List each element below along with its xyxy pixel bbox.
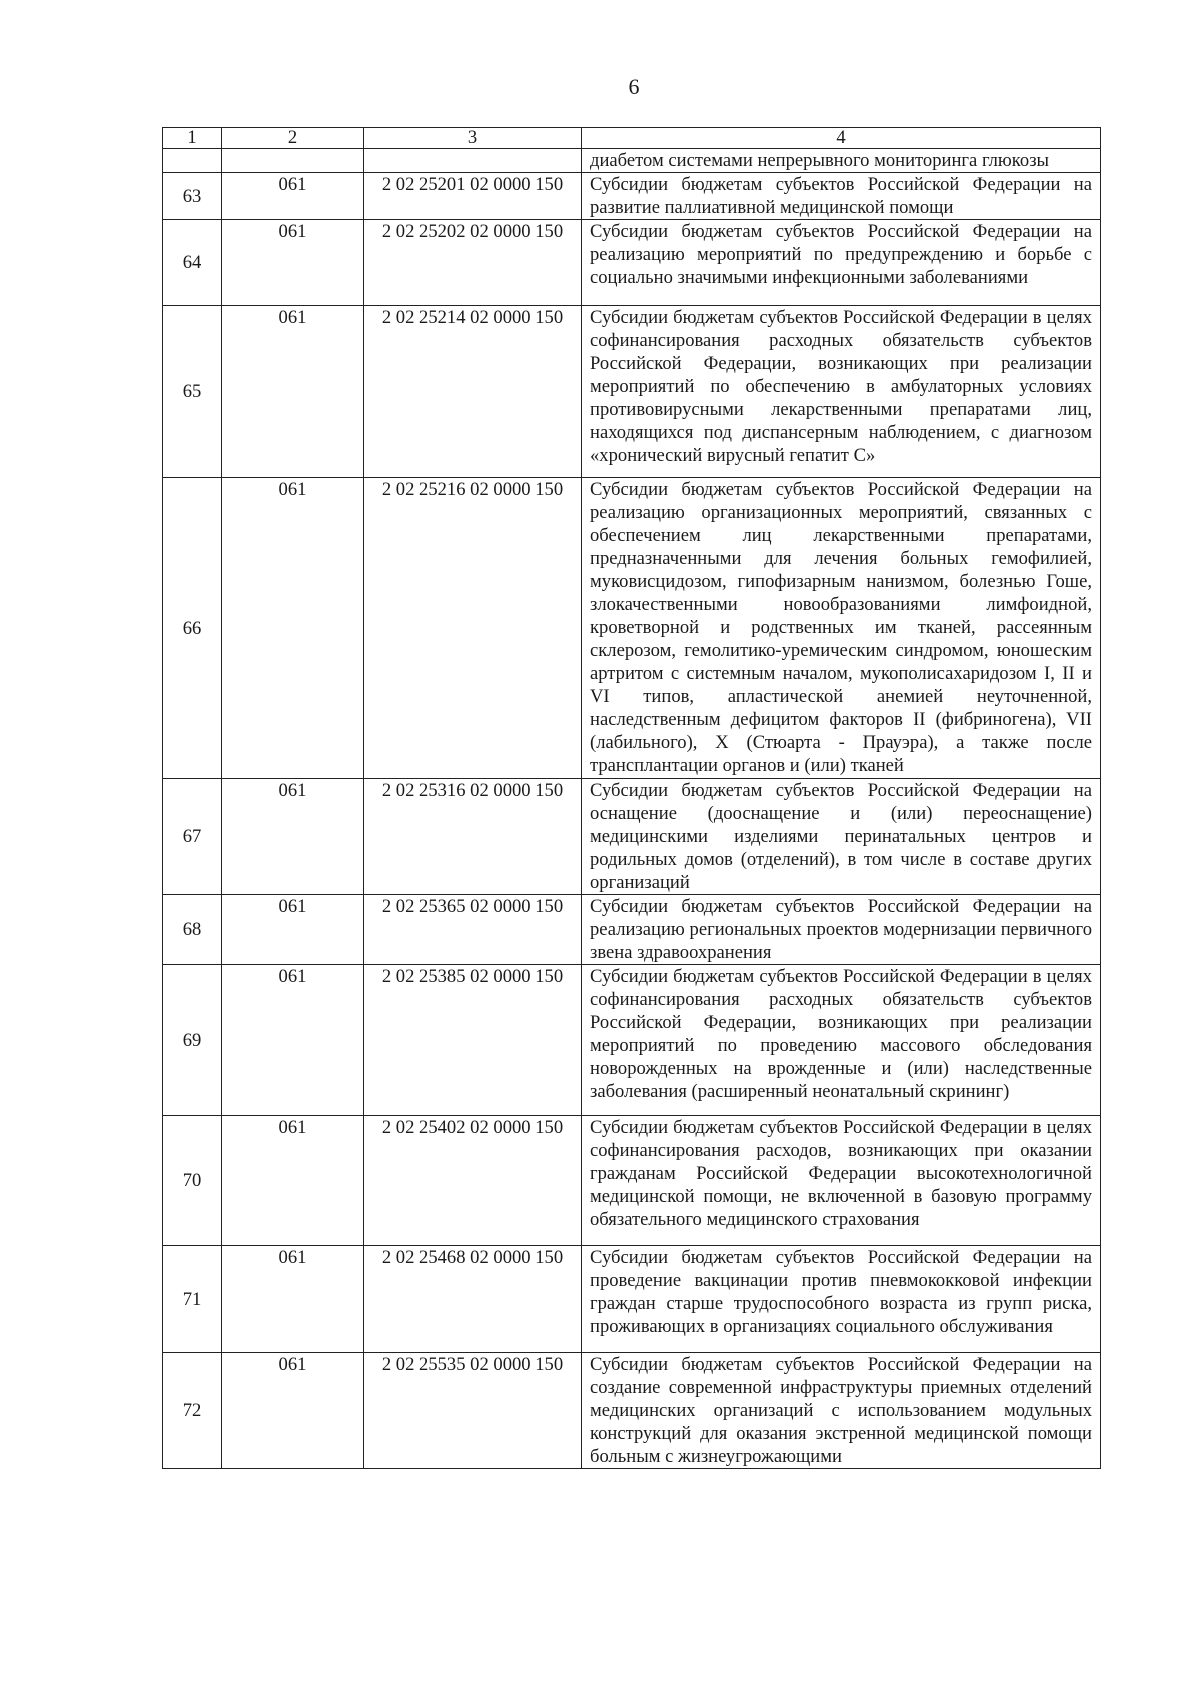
- budget-code-cell: 2 02 25468 02 0000 150: [364, 1246, 582, 1353]
- income-name-cell: Субсидии бюджетам субъектов Российской Федерации в целях софинансирования расходных обязательств субъектов Российской Федерации, возникающих при реализации мероприятий по обеспечению в амбулаторных условиях противовирусными лекарственными препаратами лиц, находящихся под диспансерным наблюдением, с диагнозом «хронический вирусный гепатит С»: [582, 306, 1101, 478]
- table-row: [163, 1246, 1101, 1353]
- income-name-cell: Субсидии бюджетам субъектов Российской Федерации на оснащение (дооснащение и (или) переоснащение) медицинскими изделиями перинатальных центров и родильных домов (отделений), в том числе в составе других организаций: [582, 779, 1101, 895]
- table-row: [163, 1353, 1101, 1469]
- row-number-cell: 67: [163, 779, 222, 895]
- table-row: [163, 306, 1101, 478]
- budget-code-cell: 2 02 25216 02 0000 150: [364, 478, 582, 779]
- budget-code-cell: 2 02 25385 02 0000 150: [364, 965, 582, 1116]
- budget-code-cell: 2 02 25202 02 0000 150: [364, 220, 582, 306]
- admin-code-cell: [222, 149, 364, 173]
- income-name-cell: Субсидии бюджетам субъектов Российской Федерации на создание современной инфраструктуры приемных отделений медицинских организаций с использованием модульных конструкций для оказания экстренной медицинской помощи больным с жизнеугрожающими: [582, 1353, 1101, 1469]
- admin-code-cell: 061: [222, 1246, 364, 1353]
- budget-code-cell: 2 02 25535 02 0000 150: [364, 1353, 582, 1469]
- admin-code-cell: 061: [222, 173, 364, 220]
- admin-code-cell: 061: [222, 478, 364, 779]
- table-row: [163, 965, 1101, 1116]
- column-header-1: 1: [163, 128, 222, 149]
- table-row: [163, 220, 1101, 306]
- budget-codes-table: [162, 127, 1101, 1469]
- table-header-row: [163, 128, 1101, 149]
- admin-code-cell: 061: [222, 306, 364, 478]
- table-row: [163, 478, 1101, 779]
- income-name-cell: Субсидии бюджетам субъектов Российской Федерации на проведение вакцинации против пневмококковой инфекции граждан старше трудоспособного возраста из групп риска, проживающих в организациях социального обслуживания: [582, 1246, 1101, 1353]
- admin-code-cell: 061: [222, 779, 364, 895]
- row-number-cell: 71: [163, 1246, 222, 1353]
- row-number-cell: 65: [163, 306, 222, 478]
- admin-code-cell: 061: [222, 895, 364, 965]
- row-number-cell: 66: [163, 478, 222, 779]
- row-number-cell: 63: [163, 173, 222, 220]
- row-number-cell: [163, 149, 222, 173]
- table-body: [163, 149, 1101, 1469]
- budget-code-cell: 2 02 25214 02 0000 150: [364, 306, 582, 478]
- budget-code-cell: 2 02 25316 02 0000 150: [364, 779, 582, 895]
- budget-code-cell: 2 02 25201 02 0000 150: [364, 173, 582, 220]
- column-header-4: 4: [582, 128, 1101, 149]
- admin-code-cell: 061: [222, 1353, 364, 1469]
- page-number: 6: [628, 74, 640, 99]
- income-name-cell: Субсидии бюджетам субъектов Российской Федерации на реализацию региональных проектов модернизации первичного звена здравоохранения: [582, 895, 1101, 965]
- row-number-cell: 72: [163, 1353, 222, 1469]
- admin-code-cell: 061: [222, 1116, 364, 1246]
- admin-code-cell: 061: [222, 220, 364, 306]
- income-name-cell: Субсидии бюджетам субъектов Российской Федерации в целях софинансирования расходных обязательств субъектов Российской Федерации, возникающих при реализации мероприятий по проведению массового обследования новорожденных на врожденные и (или) наследственные заболевания (расширенный неонатальный скрининг): [582, 965, 1101, 1116]
- income-name-cell: Субсидии бюджетам субъектов Российской Федерации на реализацию мероприятий по предупреждению и борьбе с социально значимыми инфекционными заболеваниями: [582, 220, 1101, 306]
- table-row: [163, 173, 1101, 220]
- table-row: [163, 895, 1101, 965]
- column-header-3: 3: [364, 128, 582, 149]
- table-row-continuation: [163, 149, 1101, 173]
- budget-code-cell: 2 02 25365 02 0000 150: [364, 895, 582, 965]
- table-row: [163, 1116, 1101, 1246]
- income-name-cell: Субсидии бюджетам субъектов Российской Федерации на развитие паллиативной медицинской помощи: [582, 173, 1101, 220]
- table-row: [163, 779, 1101, 895]
- budget-code-cell: 2 02 25402 02 0000 150: [364, 1116, 582, 1246]
- budget-code-cell: [364, 149, 582, 173]
- income-name-cell: Субсидии бюджетам субъектов Российской Федерации на реализацию организационных мероприятий, связанных с обеспечением лиц лекарственными препаратами, предназначенными для лечения больных гемофилией, муковисцидозом, гипофизарным нанизмом, болезнью Гоше, злокачественными новообразованиями лимфоидной, кроветворной и родственных им тканей, рассеянным склерозом, гемолитико-уремическим синдромом, юношеским артритом с системным началом, мукополисахаридозом I, II и VI типов, апластической анемией неуточненной, наследственным дефицитом факторов II (фибриногена), VII (лабильного), X (Стюарта - Прауэра), а также после трансплантации органов и (или) тканей: [582, 478, 1101, 779]
- row-number-cell: 69: [163, 965, 222, 1116]
- row-number-cell: 70: [163, 1116, 222, 1246]
- column-header-2: 2: [222, 128, 364, 149]
- row-number-cell: 68: [163, 895, 222, 965]
- income-name-cell: диабетом системами непрерывного мониторинга глюкозы: [582, 149, 1101, 173]
- admin-code-cell: 061: [222, 965, 364, 1116]
- row-number-cell: 64: [163, 220, 222, 306]
- income-name-cell: Субсидии бюджетам субъектов Российской Федерации в целях софинансирования расходов, возникающих при оказании гражданам Российской Федерации высокотехнологичной медицинской помощи, не включенной в базовую программу обязательного медицинского страхования: [582, 1116, 1101, 1246]
